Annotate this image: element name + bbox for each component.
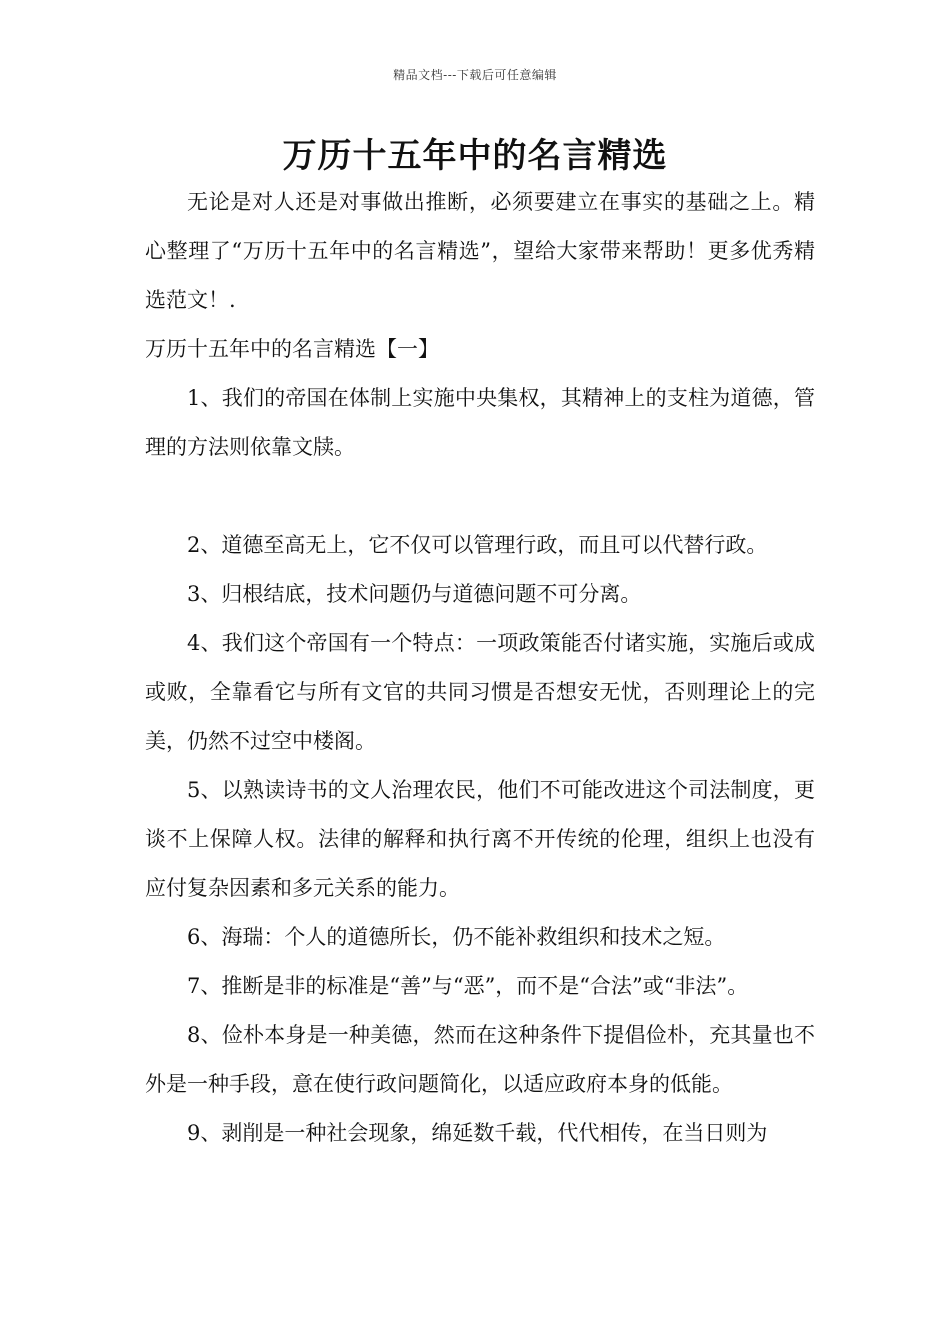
quote-paragraph-5: 5、以熟读诗书的文人治理农民，他们不可能改进这个司法制度，更谈不上保障人权。法律的解释和执行离不开传统的伦理，组织上也没有应付复杂因素和多元关系的能力。: [145, 778, 815, 900]
quote-paragraph-8: 8、俭朴本身是一种美德，然而在这种条件下提倡俭朴，充其量也不外是一种手段，意在使行政问题简化，以适应政府本身的低能。: [145, 1023, 815, 1096]
quote-paragraph-2: 2、道德至高无上，它不仅可以管理行政，而且可以代替行政。: [187, 533, 768, 557]
document-title: 万历十五年中的名言精选: [282, 136, 668, 176]
paragraph-spacer: [145, 472, 815, 521]
section-heading: 万历十五年中的名言精选【一】: [145, 337, 439, 361]
quote-paragraph-9: 9、剥削是一种社会现象，绵延数千载，代代相传，在当日则为: [187, 1121, 768, 1145]
quote-paragraph-7: 7、推断是非的标准是“善”与“恶”，而不是“合法”或“非法”。: [187, 974, 749, 998]
page-header-note: 精品文档---下载后可任意编辑: [393, 68, 557, 82]
intro-paragraph: 无论是对人还是对事做出推断，必须要建立在事实的基础之上。精心整理了“万历十五年中的名言精选”，望给大家带来帮助！更多优秀精选范文！.: [145, 190, 815, 312]
document-body: [145, 178, 815, 1158]
quote-paragraph-6: 6、海瑞：个人的道德所长，仍不能补救组织和技术之短。: [187, 925, 726, 949]
quote-paragraph-1: 1、我们的帝国在体制上实施中央集权，其精神上的支柱为道德，管理的方法则依靠文牍。: [145, 386, 815, 459]
quote-paragraph-3: 3、归根结底，技术问题仍与道德问题不可分离。: [187, 582, 642, 606]
quote-paragraph-4: 4、我们这个帝国有一个特点：一项政策能否付诸实施，实施后或成或败，全靠看它与所有文官的共同习惯是否想安无忧，否则理论上的完美，仍然不过空中楼阁。: [145, 631, 815, 753]
